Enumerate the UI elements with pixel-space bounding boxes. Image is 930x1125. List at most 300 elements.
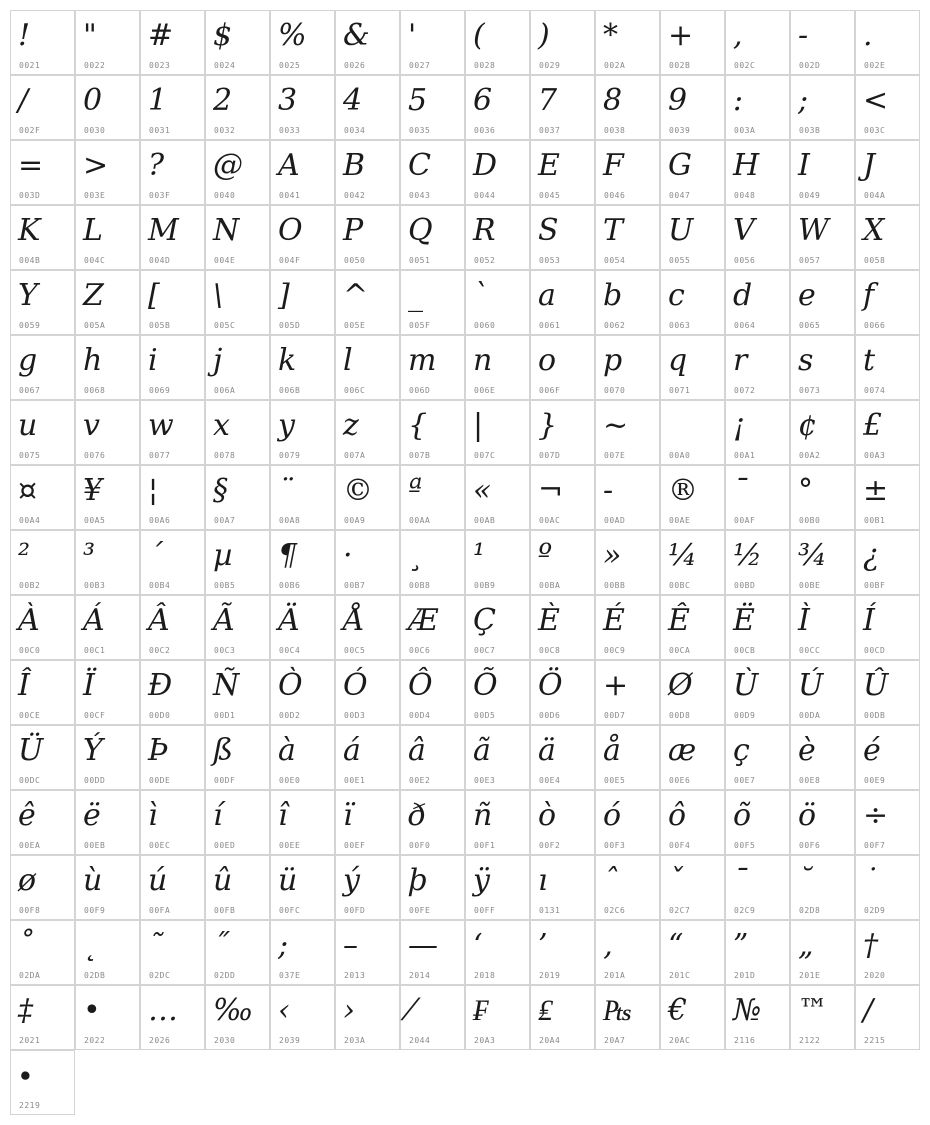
glyph-cell [530, 985, 595, 1050]
glyph-cell [725, 595, 790, 660]
glyph-codepoint: 00A9 [344, 516, 366, 525]
glyph-codepoint: 0067 [19, 386, 41, 395]
glyph-codepoint: 003E [84, 191, 106, 200]
glyph-char: ‡ [18, 993, 33, 1028]
glyph-cell [400, 270, 465, 335]
glyph-cell [400, 75, 465, 140]
glyph-cell [725, 725, 790, 790]
glyph-char: ÿ [473, 863, 490, 898]
glyph-codepoint: 00AD [604, 516, 626, 525]
glyph-char: @ [213, 148, 243, 183]
glyph-codepoint: 00A3 [864, 451, 886, 460]
glyph-char: æ [668, 733, 697, 768]
glyph-char: Ñ [213, 668, 240, 703]
glyph-codepoint: 0047 [669, 191, 691, 200]
glyph-char: á [343, 733, 361, 768]
glyph-cell [465, 595, 530, 660]
glyph-codepoint: 02D8 [799, 906, 821, 915]
glyph-codepoint: 00D6 [539, 711, 561, 720]
glyph-codepoint: 00CE [19, 711, 41, 720]
glyph-cell [270, 595, 335, 660]
glyph-char: ¡ [733, 408, 746, 443]
glyph-codepoint: 00B9 [474, 581, 496, 590]
glyph-codepoint: 00C8 [539, 646, 561, 655]
glyph-codepoint: 2116 [734, 1036, 756, 1045]
glyph-char: » [603, 538, 622, 573]
glyph-cell [75, 10, 140, 75]
glyph-cell [10, 270, 75, 335]
glyph-codepoint: 00EE [279, 841, 301, 850]
glyph-char: p [603, 343, 623, 378]
glyph-cell [855, 530, 920, 595]
glyph-char: ¨ [278, 473, 293, 508]
glyph-codepoint: 00E7 [734, 776, 756, 785]
glyph-char: q [668, 343, 688, 378]
glyph-cell [790, 10, 855, 75]
glyph-codepoint: 00DD [84, 776, 106, 785]
glyph-cell [270, 10, 335, 75]
glyph-char: ~ [603, 408, 629, 443]
glyph-char: – [343, 928, 358, 963]
glyph-codepoint: 00C9 [604, 646, 626, 655]
glyph-codepoint: 037E [279, 971, 301, 980]
glyph-cell [465, 920, 530, 985]
glyph-char: 8 [603, 83, 623, 118]
glyph-cell [530, 140, 595, 205]
glyph-cell [10, 855, 75, 920]
glyph-char: ö [798, 798, 817, 833]
glyph-codepoint: 006E [474, 386, 496, 395]
glyph-cell [400, 595, 465, 660]
glyph-codepoint: 0078 [214, 451, 236, 460]
glyph-cell [140, 400, 205, 465]
glyph-codepoint: 00E6 [669, 776, 691, 785]
glyph-cell [205, 465, 270, 530]
glyph-cell [530, 530, 595, 595]
glyph-cell [790, 660, 855, 725]
glyph-cell [335, 400, 400, 465]
glyph-codepoint: 00DC [19, 776, 41, 785]
glyph-codepoint: 00C5 [344, 646, 366, 655]
glyph-cell [400, 790, 465, 855]
glyph-cell [400, 465, 465, 530]
glyph-codepoint: 2039 [279, 1036, 301, 1045]
glyph-cell [725, 465, 790, 530]
glyph-codepoint: 0046 [604, 191, 626, 200]
glyph-char: x [213, 408, 230, 443]
glyph-codepoint: 002E [864, 61, 886, 70]
glyph-cell [660, 10, 725, 75]
glyph-codepoint: 20A4 [539, 1036, 561, 1045]
glyph-char: ø [18, 863, 37, 898]
glyph-char: M [148, 213, 179, 248]
glyph-char: > [83, 148, 109, 183]
glyph-codepoint: 00D7 [604, 711, 626, 720]
glyph-cell [595, 660, 660, 725]
glyph-codepoint: 002A [604, 61, 626, 70]
glyph-char: Ï [83, 668, 95, 703]
glyph-cell [10, 140, 75, 205]
glyph-codepoint: 00E9 [864, 776, 886, 785]
glyph-codepoint: 02DC [149, 971, 171, 980]
glyph-codepoint: 00CC [799, 646, 821, 655]
glyph-char: å [603, 733, 621, 768]
glyph-codepoint: 0038 [604, 126, 626, 135]
glyph-char: À [18, 603, 40, 638]
glyph-char: — [408, 928, 438, 963]
glyph-codepoint: 00AA [409, 516, 431, 525]
glyph-cell [790, 920, 855, 985]
glyph-char: R [473, 213, 496, 248]
glyph-cell [790, 75, 855, 140]
glyph-char: Á [83, 603, 105, 638]
glyph-cell [595, 530, 660, 595]
glyph-codepoint: 005C [214, 321, 236, 330]
glyph-cell [75, 465, 140, 530]
glyph-codepoint: 0077 [149, 451, 171, 460]
glyph-char: Ð [148, 668, 173, 703]
glyph-char: Ó [343, 668, 368, 703]
glyph-char: º [538, 538, 553, 573]
glyph-codepoint: 00D8 [669, 711, 691, 720]
glyph-cell [465, 400, 530, 465]
glyph-cell [75, 790, 140, 855]
glyph-cell [10, 530, 75, 595]
glyph-codepoint: 00F5 [734, 841, 756, 850]
glyph-cell [725, 790, 790, 855]
glyph-char: T [603, 213, 624, 248]
glyph-cell [140, 725, 205, 790]
glyph-codepoint: 003C [864, 126, 886, 135]
glyph-codepoint: 00CF [84, 711, 106, 720]
glyph-char: C [408, 148, 431, 183]
glyph-codepoint: 007D [539, 451, 561, 460]
glyph-codepoint: 00A1 [734, 451, 756, 460]
glyph-char: D [473, 148, 498, 183]
glyph-cell [790, 855, 855, 920]
glyph-codepoint: 2013 [344, 971, 366, 980]
glyph-codepoint: 00F2 [539, 841, 561, 850]
glyph-cell [660, 920, 725, 985]
glyph-codepoint: 02DA [19, 971, 41, 980]
glyph-cell [140, 270, 205, 335]
glyph-char: n [473, 343, 493, 378]
glyph-codepoint: 00DA [799, 711, 821, 720]
glyph-codepoint: 00DF [214, 776, 236, 785]
glyph-cell [270, 205, 335, 270]
glyph-char: s [798, 343, 814, 378]
glyph-codepoint: 00FC [279, 906, 301, 915]
glyph-char: Õ [473, 668, 498, 703]
glyph-cell [855, 790, 920, 855]
glyph-cell [790, 725, 855, 790]
glyph-cell [140, 335, 205, 400]
glyph-cell [140, 10, 205, 75]
glyph-cell [10, 335, 75, 400]
glyph-char: E [538, 148, 560, 183]
glyph-cell [855, 140, 920, 205]
glyph-char: [ [148, 278, 160, 313]
glyph-char: # [148, 18, 174, 53]
glyph-cell [335, 595, 400, 660]
glyph-char: 9 [668, 83, 688, 118]
glyph-codepoint: 0027 [409, 61, 431, 70]
glyph-codepoint: 0037 [539, 126, 561, 135]
glyph-cell [75, 75, 140, 140]
glyph-cell [725, 660, 790, 725]
glyph-char: ó [603, 798, 622, 833]
glyph-codepoint: 00F8 [19, 906, 41, 915]
glyph-codepoint: 0060 [474, 321, 496, 330]
glyph-char: N [213, 213, 240, 248]
glyph-codepoint: 00EA [19, 841, 41, 850]
glyph-codepoint: 00F3 [604, 841, 626, 850]
glyph-cell [335, 790, 400, 855]
glyph-char: Y [18, 278, 38, 313]
glyph-char: < [863, 83, 889, 118]
glyph-char: ì [148, 798, 158, 833]
glyph-codepoint: 00B6 [279, 581, 301, 590]
glyph-codepoint: 0068 [84, 386, 106, 395]
glyph-codepoint: 002C [734, 61, 756, 70]
glyph-char: B [343, 148, 366, 183]
glyph-codepoint: 00EB [84, 841, 106, 850]
glyph-char: Ê [668, 603, 690, 638]
glyph-cell [530, 10, 595, 75]
glyph-cell [205, 725, 270, 790]
glyph-char: P [343, 213, 364, 248]
glyph-char: w [148, 408, 174, 443]
glyph-codepoint: 00A4 [19, 516, 41, 525]
glyph-char: 6 [473, 83, 493, 118]
glyph-cell [725, 400, 790, 465]
glyph-char: U [668, 213, 694, 248]
glyph-cell [595, 335, 660, 400]
glyph-cell [855, 205, 920, 270]
glyph-cell [400, 660, 465, 725]
glyph-cell [335, 140, 400, 205]
glyph-codepoint: 005F [409, 321, 431, 330]
glyph-char: k [278, 343, 297, 378]
glyph-char: ª [408, 473, 423, 508]
glyph-char: ˘ [798, 863, 813, 898]
glyph-codepoint: 00CB [734, 646, 756, 655]
glyph-char: · [343, 538, 353, 573]
glyph-codepoint: 004C [84, 256, 106, 265]
glyph-codepoint: 201D [734, 971, 756, 980]
glyph-codepoint: 0073 [799, 386, 821, 395]
glyph-cell [335, 465, 400, 530]
glyph-codepoint: 00AF [734, 516, 756, 525]
glyph-codepoint: 00C0 [19, 646, 41, 655]
glyph-cell [595, 10, 660, 75]
glyph-char: " [83, 18, 97, 53]
glyph-cell [725, 530, 790, 595]
glyph-char: ı [538, 863, 548, 898]
glyph-char: H [733, 148, 760, 183]
glyph-char: ® [668, 473, 698, 508]
glyph-cell [270, 270, 335, 335]
glyph-codepoint: 006F [539, 386, 561, 395]
glyph-cell [140, 920, 205, 985]
glyph-cell [530, 790, 595, 855]
glyph-cell [270, 465, 335, 530]
glyph-char: µ [213, 538, 233, 573]
glyph-char: ù [83, 863, 103, 898]
glyph-char: m [408, 343, 437, 378]
glyph-cell [75, 855, 140, 920]
glyph-codepoint: 0052 [474, 256, 496, 265]
glyph-cell [790, 530, 855, 595]
glyph-codepoint: 00F4 [669, 841, 691, 850]
glyph-codepoint: 0055 [669, 256, 691, 265]
glyph-char: { [408, 408, 428, 443]
glyph-char: } [538, 408, 558, 443]
glyph-cell [205, 920, 270, 985]
glyph-char: ² [18, 538, 31, 573]
glyph-codepoint: 006D [409, 386, 431, 395]
glyph-cell [75, 205, 140, 270]
glyph-char: ˙ [863, 863, 878, 898]
glyph-cell [75, 270, 140, 335]
glyph-codepoint: 002B [669, 61, 691, 70]
glyph-codepoint: 0071 [669, 386, 691, 395]
glyph-cell [270, 335, 335, 400]
glyph-codepoint: 0074 [864, 386, 886, 395]
glyph-cell [725, 75, 790, 140]
glyph-codepoint: 0035 [409, 126, 431, 135]
glyph-cell [855, 725, 920, 790]
glyph-codepoint: 00FE [409, 906, 431, 915]
glyph-cell [530, 270, 595, 335]
glyph-codepoint: 004A [864, 191, 886, 200]
glyph-char: € [668, 993, 688, 1028]
glyph-cell [10, 10, 75, 75]
glyph-cell [400, 140, 465, 205]
glyph-cell [530, 75, 595, 140]
glyph-char: Ü [18, 733, 44, 768]
glyph-char: ‚ [603, 928, 613, 963]
glyph-char: ? [148, 148, 165, 183]
glyph-cell [465, 660, 530, 725]
glyph-char: d [733, 278, 753, 313]
glyph-cell [660, 205, 725, 270]
glyph-char: ¥ [83, 473, 103, 508]
glyph-cell [595, 985, 660, 1050]
glyph-cell [10, 1050, 75, 1115]
glyph-char: . [863, 18, 873, 53]
glyph-cell [855, 75, 920, 140]
glyph-char: h [83, 343, 103, 378]
glyph-codepoint: 0045 [539, 191, 561, 200]
glyph-char: 1 [148, 83, 168, 118]
glyph-codepoint: 2021 [19, 1036, 41, 1045]
glyph-cell [595, 205, 660, 270]
glyph-cell [140, 790, 205, 855]
glyph-char: ˉ [733, 863, 748, 898]
glyph-codepoint: 003B [799, 126, 821, 135]
glyph-cell [465, 205, 530, 270]
glyph-codepoint: 004F [279, 256, 301, 265]
glyph-char: Ý [83, 733, 103, 768]
glyph-codepoint: 2215 [864, 1036, 886, 1045]
glyph-char: ý [343, 863, 360, 898]
glyph-char: “ [668, 928, 684, 963]
glyph-codepoint: 00F6 [799, 841, 821, 850]
glyph-cell [10, 725, 75, 790]
glyph-char: â [408, 733, 426, 768]
glyph-cell [465, 335, 530, 400]
glyph-cell [140, 75, 205, 140]
glyph-codepoint: 0050 [344, 256, 366, 265]
glyph-codepoint: 0028 [474, 61, 496, 70]
glyph-cell [725, 985, 790, 1050]
glyph-cell [660, 465, 725, 530]
glyph-codepoint: 005A [84, 321, 106, 330]
glyph-char: ° [798, 473, 813, 508]
glyph-codepoint: 00D9 [734, 711, 756, 720]
glyph-codepoint: 201C [669, 971, 691, 980]
glyph-cell [75, 725, 140, 790]
glyph-codepoint: 201A [604, 971, 626, 980]
glyph-char: V [733, 213, 755, 248]
glyph-cell [205, 335, 270, 400]
glyph-char: i [148, 343, 158, 378]
glyph-char: … [148, 993, 178, 1028]
glyph-char: ] [278, 278, 290, 313]
glyph-cell [10, 660, 75, 725]
glyph-cell [400, 400, 465, 465]
glyph-char: ¦ [148, 473, 159, 508]
glyph-cell [465, 465, 530, 530]
glyph-cell [660, 75, 725, 140]
glyph-cell [660, 140, 725, 205]
glyph-cell [335, 270, 400, 335]
glyph-char: ³ [83, 538, 96, 573]
glyph-char: * [603, 18, 618, 53]
glyph-cell [660, 595, 725, 660]
glyph-codepoint: 20AC [669, 1036, 691, 1045]
glyph-cell [530, 595, 595, 660]
glyph-codepoint: 0069 [149, 386, 171, 395]
glyph-char: „ [798, 928, 814, 963]
glyph-codepoint: 006A [214, 386, 236, 395]
glyph-codepoint: 0041 [279, 191, 301, 200]
glyph-cell [335, 10, 400, 75]
glyph-codepoint: 0054 [604, 256, 626, 265]
glyph-char: g [18, 343, 38, 378]
glyph-char: ! [18, 18, 31, 53]
glyph-char: \ [213, 278, 224, 313]
glyph-cell [140, 660, 205, 725]
glyph-codepoint: 00FF [474, 906, 496, 915]
glyph-cell [660, 400, 725, 465]
glyph-codepoint: 2018 [474, 971, 496, 980]
glyph-codepoint: 0051 [409, 256, 431, 265]
glyph-char: - [798, 18, 809, 53]
glyph-char: í [213, 798, 223, 833]
glyph-char: S [538, 213, 559, 248]
glyph-cell [270, 855, 335, 920]
glyph-cell [595, 400, 660, 465]
glyph-char: ₣ [473, 993, 488, 1028]
glyph-char: ( [473, 18, 485, 53]
glyph-cell [855, 595, 920, 660]
glyph-char: G [668, 148, 692, 183]
glyph-codepoint: 00AE [669, 516, 691, 525]
glyph-char: ¸ [408, 538, 423, 573]
glyph-cell [205, 530, 270, 595]
